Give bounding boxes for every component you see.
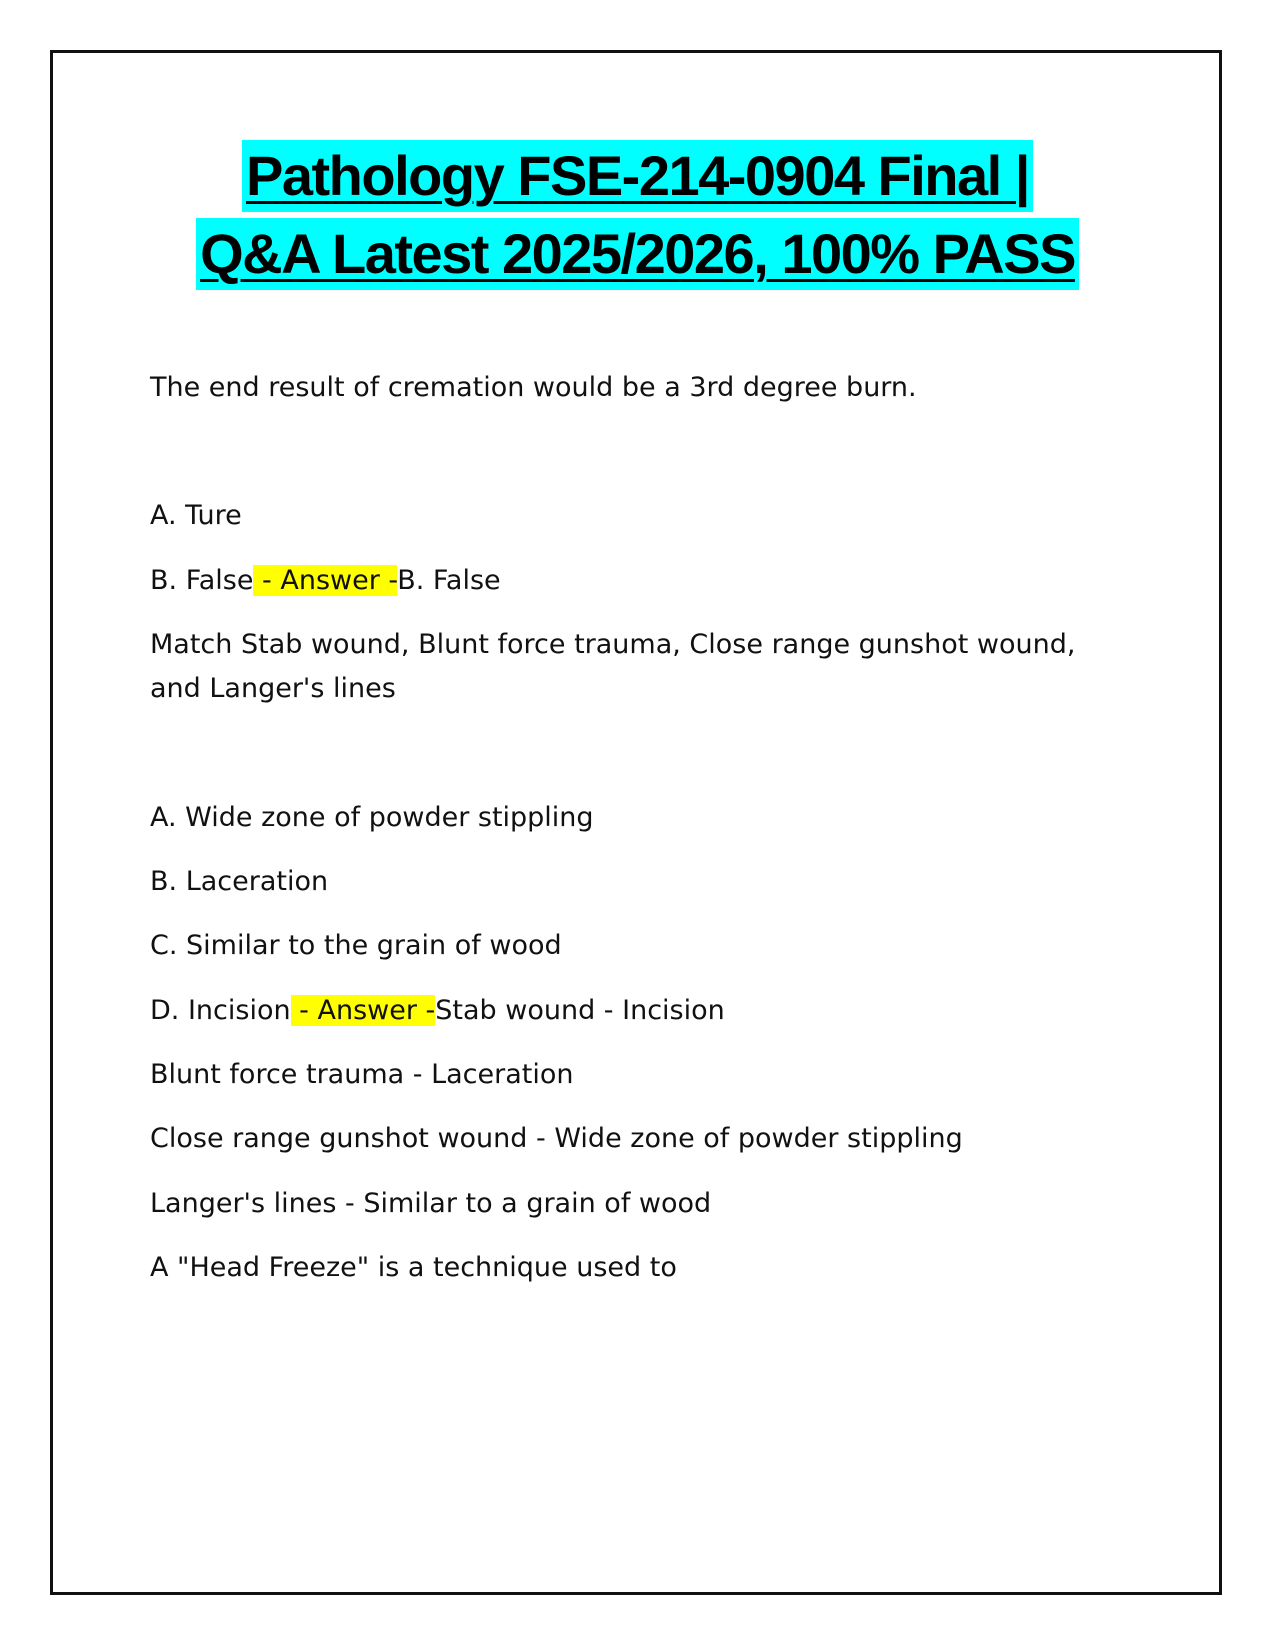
question-2-option-d: D. Incision: [150, 995, 291, 1026]
question-1-text: The end result of cremation would be a 3rd degree burn.: [150, 372, 917, 403]
question-2-text-line-1: Match Stab wound, Blunt force trauma, Close range gunshot wound,: [150, 629, 1076, 660]
question-2-option-a: A. Wide zone of powder stippling: [150, 802, 594, 833]
question-2-option-c: C. Similar to the grain of wood: [150, 930, 562, 961]
question-1-answer: B. False: [397, 565, 501, 596]
question-3-text: A "Head Freeze" is a technique used to: [150, 1252, 677, 1283]
question-2-answer-line-3: Close range gunshot wound - Wide zone of powder stippling: [150, 1123, 963, 1154]
question-1-option-b: B. False: [150, 565, 254, 596]
document-title: [0, 140, 1275, 296]
title-line-2: Q&A Latest 2025/2026, 100% PASS: [196, 218, 1079, 290]
question-2-option-b: B. Laceration: [150, 866, 329, 897]
question-2-answer-line-1: Stab wound - Incision: [435, 995, 725, 1026]
question-2-text-line-2: and Langer's lines: [150, 673, 396, 704]
question-2-option-d-row: [150, 993, 725, 1029]
question-2-answer-line-2: Blunt force trauma - Laceration: [150, 1059, 574, 1090]
answer-marker: - Answer -: [290, 995, 436, 1026]
question-1-option-b-row: [150, 563, 501, 599]
answer-marker: - Answer -: [253, 565, 398, 596]
title-line-1: Pathology FSE-214-0904 Final |: [242, 140, 1033, 212]
question-2-answer-line-4: Langer's lines - Similar to a grain of wood: [150, 1188, 712, 1219]
question-1-option-a: A. Ture: [150, 500, 242, 531]
